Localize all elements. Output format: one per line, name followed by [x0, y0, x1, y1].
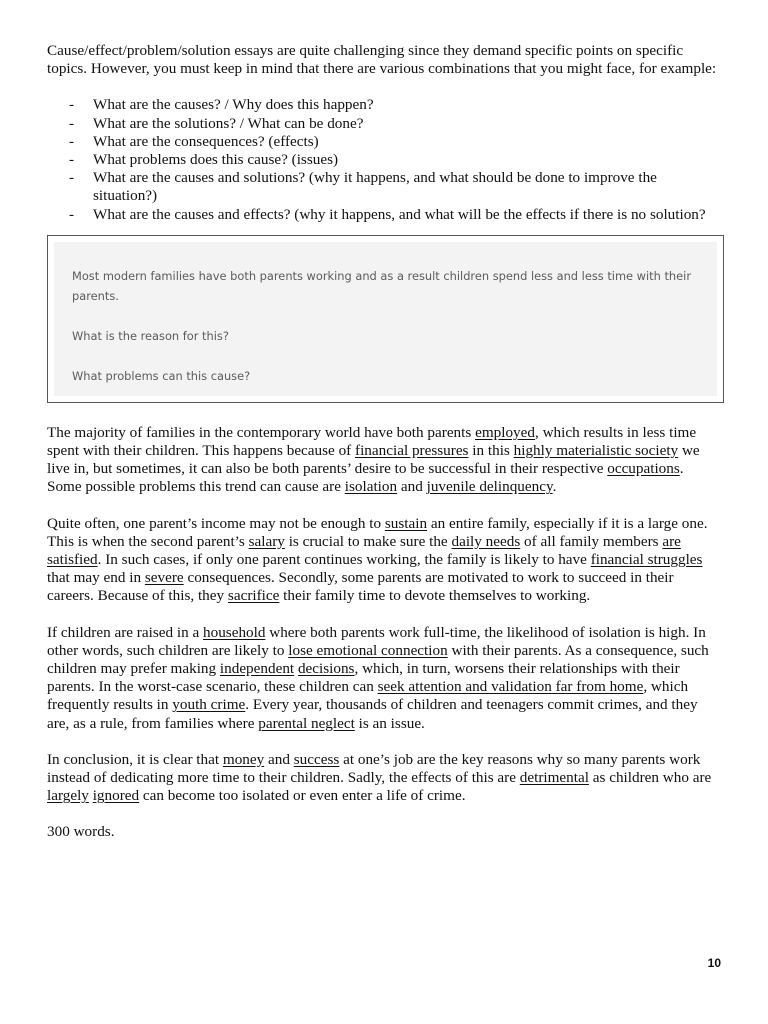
question-item: - What problems does this cause? (issues) [69, 151, 339, 169]
essay-paragraph-2: Quite often, one parent’s income may not be enough to sustain an entire family, especially if it is a large one. This is when the second parent’s salary is crucial to make sure the daily needs of all family members are satisfied. In such cases, if only one parent continues working, the family is likely to have financial struggles that may end in severe consequences. Secondly, some parents are motivated to work to succeed in their careers. Because of this, they sacrifice their family time to devote themselves to working. [47, 514, 708, 605]
key-vocabulary: sacrifice [227, 587, 280, 605]
question-item: - What are the solutions? / What can be done? [69, 114, 364, 132]
question-item: - What are the causes and effects? (why it happens, and what will be the effects if there is no solution? [69, 205, 706, 223]
key-vocabulary: severe [144, 569, 184, 587]
key-vocabulary: isolation [344, 478, 398, 496]
bullet-dash: - [69, 114, 75, 132]
key-vocabulary: financial struggles [590, 551, 703, 569]
task-prompt-box [47, 235, 724, 403]
task-question-2: What problems can this cause? [72, 368, 251, 383]
word-count: 300 words. [47, 823, 115, 841]
key-vocabulary: ignored [92, 787, 140, 805]
key-vocabulary: detrimental [519, 769, 589, 787]
task-statement: Most modern families have both parents working and as a result children spend less and less time with their parents. [72, 268, 692, 303]
key-vocabulary: occupations [607, 460, 680, 478]
document-page [47, 42, 721, 842]
key-vocabulary: decisions [297, 660, 355, 678]
key-vocabulary: lose emotional connection [288, 641, 448, 659]
key-vocabulary: highly materialistic society [513, 442, 679, 460]
key-vocabulary: salary [248, 532, 285, 550]
key-vocabulary: employed [475, 423, 535, 441]
essay-paragraph-3: If children are raised in a household where both parents work full-time, the likelihood of isolation is high. In other words, such children are likely to lose emotional connection with their parents. As a consequence, such children may prefer making independent decisions, which, in turn, worsens their relationships with their parents. In the worst-case scenario, these children can seek attention and validation far from home, which frequently results in youth crime. Every year, thousands of children and teenagers commit crimes, and they are, as a rule, from families where parental neglect is an issue. [47, 623, 709, 732]
key-vocabulary: juvenile delinquency [426, 478, 553, 496]
bullet-dash: - [69, 169, 75, 187]
key-vocabulary: are satisfied [47, 532, 681, 569]
question-item: - What are the consequences? (effects) [69, 132, 319, 150]
bullet-dash: - [69, 151, 75, 169]
page-number: 10 [707, 956, 721, 970]
bullet-dash: - [69, 96, 75, 114]
key-vocabulary: financial pressures [355, 442, 469, 460]
key-vocabulary: success [293, 750, 340, 768]
bullet-dash: - [69, 132, 75, 150]
key-vocabulary: youth crime [172, 696, 246, 714]
question-list [47, 96, 721, 223]
key-vocabulary: parental neglect [258, 714, 355, 732]
task-question-1: What is the reason for this? [72, 328, 229, 343]
essay-paragraph-4: In conclusion, it is clear that money and success at one’s job are the key reasons why so many parents work instead of dedicating more time to their children. Sadly, the effects of this are detrimental as children who are largely ignored can become too isolated or even enter a life of crime. [47, 750, 712, 805]
question-item: - What are the causes? / Why does this happen? [69, 96, 374, 114]
key-vocabulary: largely [47, 787, 89, 805]
essay-paragraph-1: The majority of families in the contemporary world have both parents employed, which results in less time spent with their children. This happens because of financial pressures in this highly materialistic society we live in, but sometimes, it can also be both parents’ desire to be successful in their respective occupations. Some possible problems this trend can cause are isolation and juvenile delinquency. [47, 423, 700, 496]
key-vocabulary: money [222, 750, 265, 768]
bullet-dash: - [69, 205, 75, 223]
key-vocabulary: sustain [384, 514, 428, 532]
question-item: - What are the causes and solutions? (why it happens, and what should be done to improve the situation?) [69, 169, 657, 205]
key-vocabulary: seek attention and validation far from home [377, 678, 644, 696]
intro-paragraph: Cause/effect/problem/solution essays are quite challenging since they demand specific points on specific topics. However, you must keep in mind that there are various combinations that you might face, for example: [47, 42, 717, 78]
key-vocabulary: daily needs [451, 532, 521, 550]
task-prompt-panel [54, 242, 717, 396]
key-vocabulary: independent [219, 660, 295, 678]
key-vocabulary: household [203, 623, 266, 641]
